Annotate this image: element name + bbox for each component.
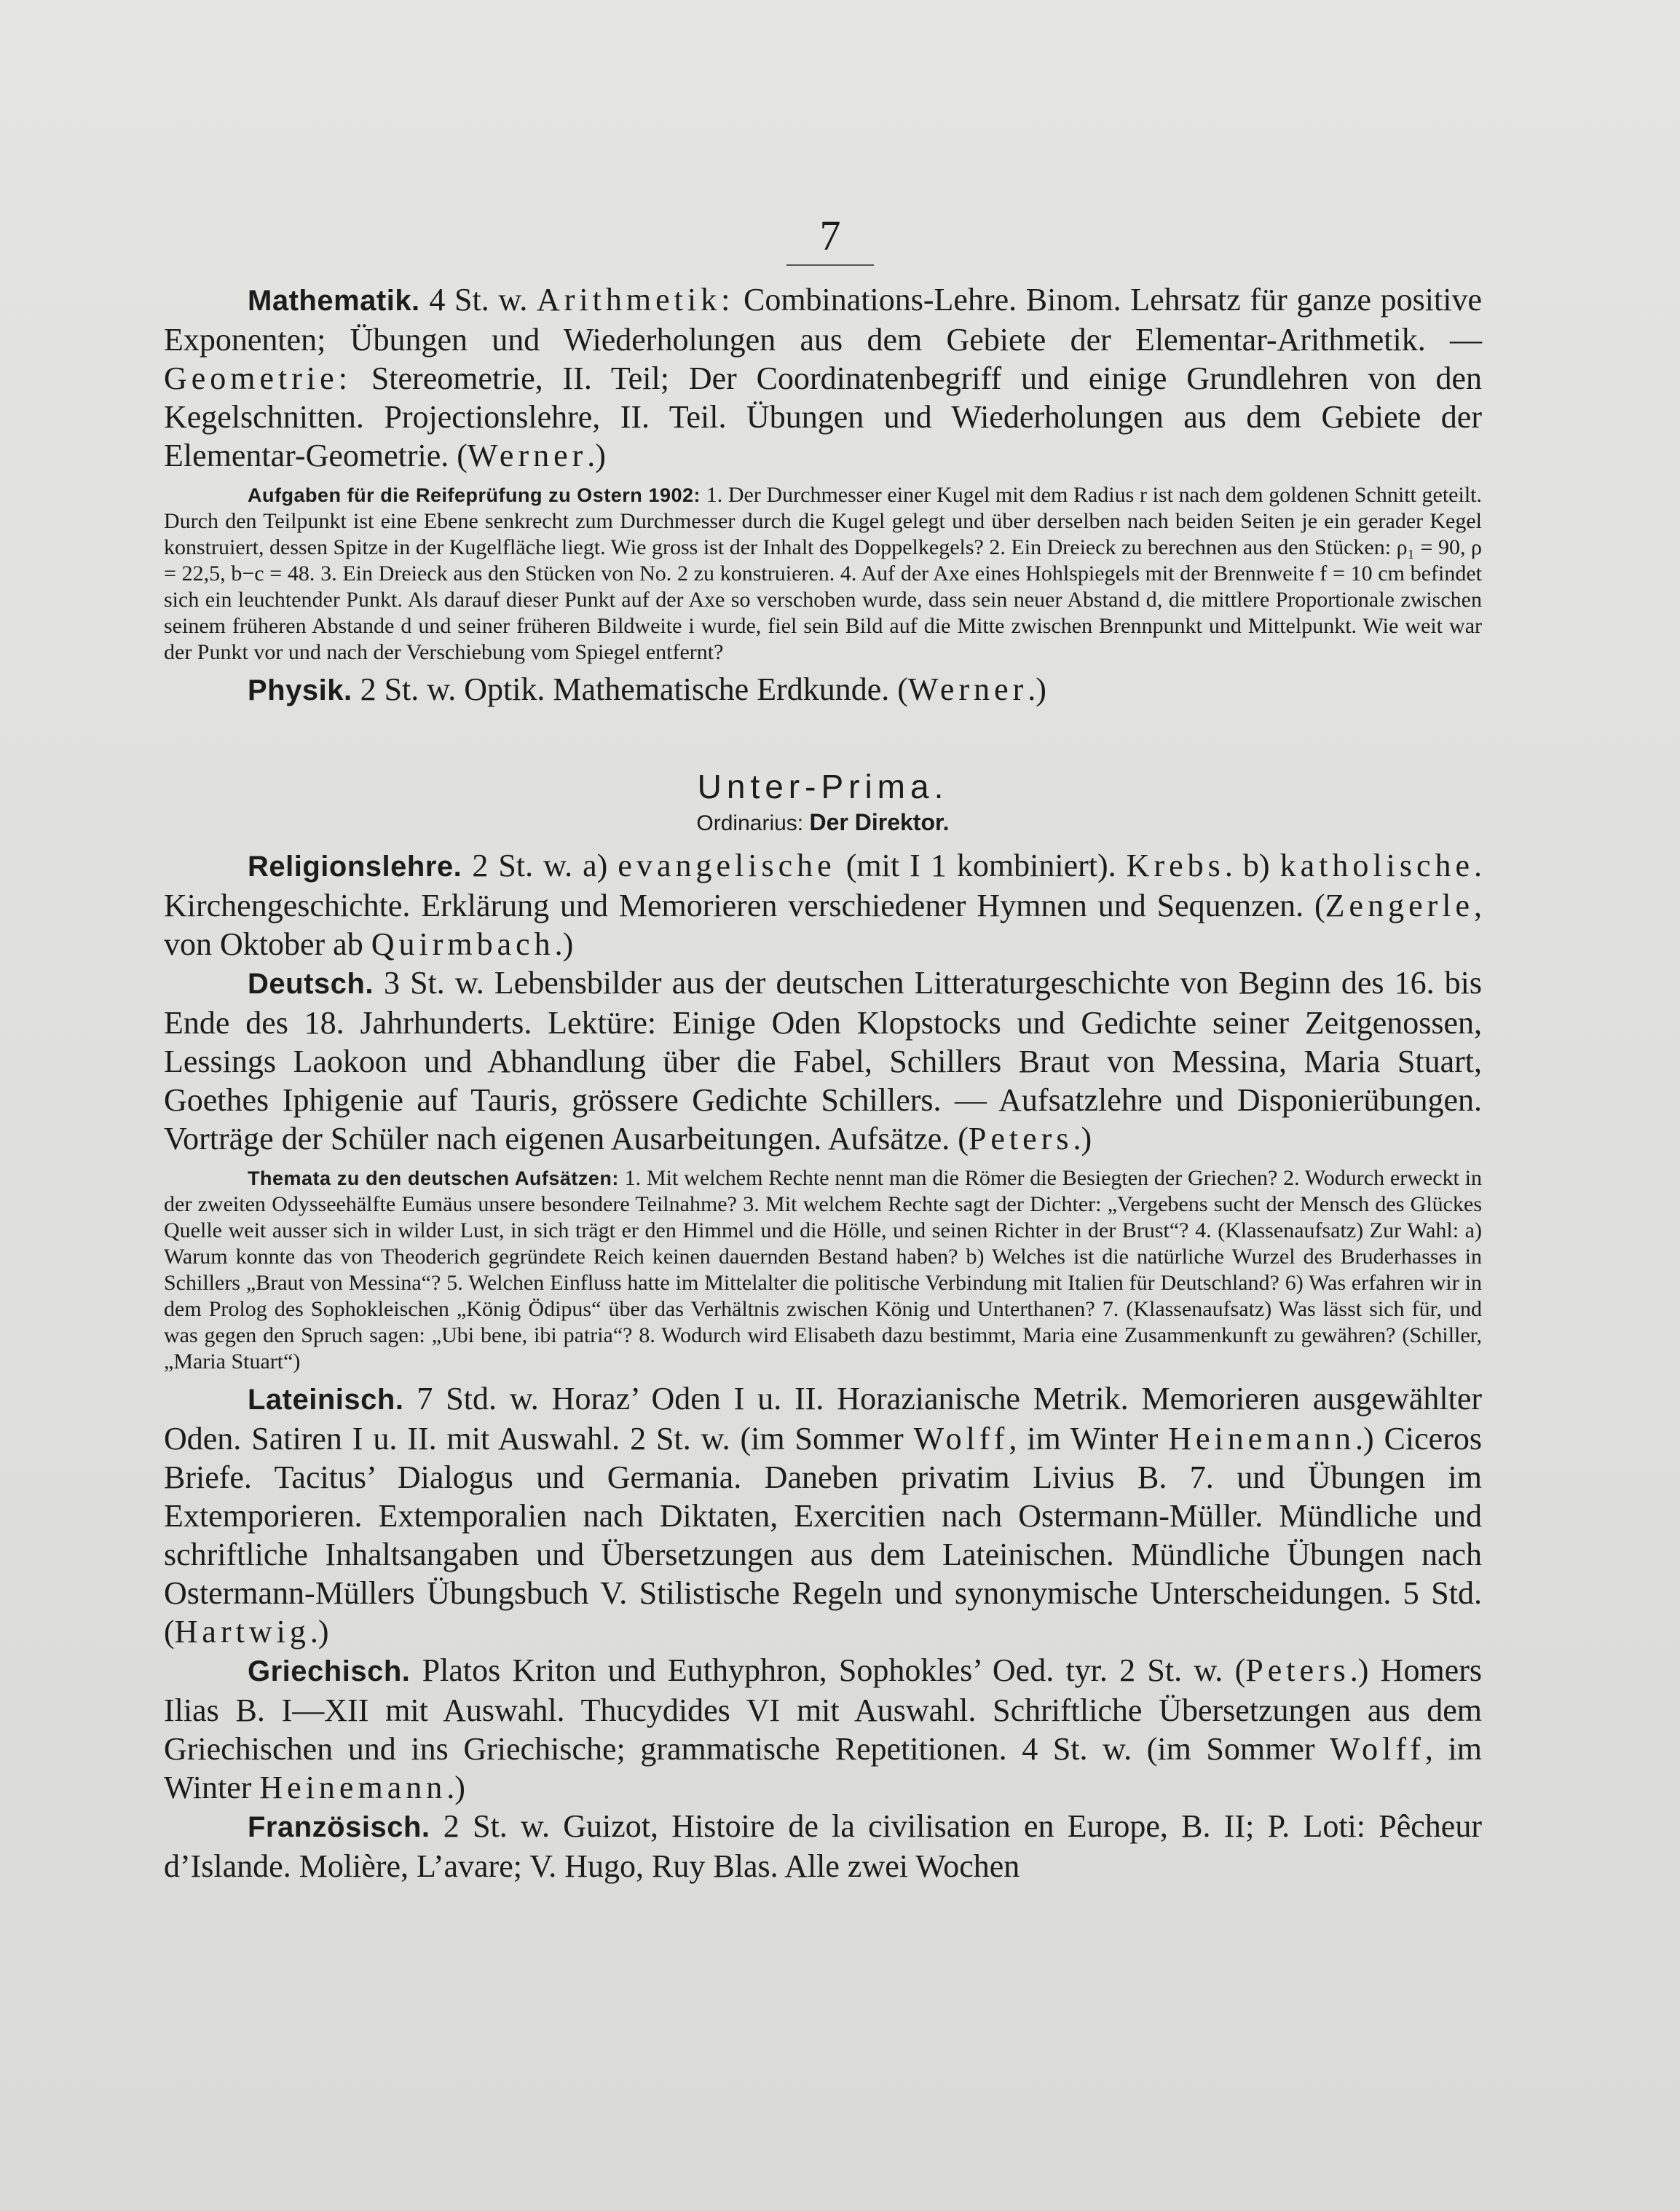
teacher-name: Hartwig xyxy=(174,1614,310,1650)
arithmetik-label: Arithmetik: xyxy=(537,282,735,318)
teacher-name: Wolff xyxy=(913,1421,1009,1457)
paragraph-deutsch: Deutsch. 3 St. w. Lebensbilder aus der deutschen Litteraturgeschichte von Beginn des 16. bis Ende des 18. Jahrhunderts. Lektüre: Einige Oden Klopstocks und Gedichte seiner Zeitgenossen, Lessings Laokoon und Abhandlung über die Fabel, Schillers Braut von Messina, Maria Stuart, Goethes Iphigenie auf Tauris, grössere Gedichte Schillers. — Aufsatzlehre und Disponierübungen. Vorträge der Schüler nach eigenen Ausarbeitungen. Aufsätze. (Peters.) xyxy=(164,965,1482,1156)
page-number: 7 xyxy=(786,211,874,266)
subject-latein: Lateinisch. xyxy=(248,1384,404,1416)
teacher-name: Werner xyxy=(907,671,1028,707)
ordinarius-name: Der Direktor. xyxy=(809,809,950,835)
paragraph-mathematik: Mathematik. 4 St. w. Arithmetik: Combinations-Lehre. Binom. Lehrsatz für ganze positive Exponenten; Übungen und Wiederholungen aus dem Gebiete der Elementar-Arithmetik. — Geometrie: Stereometrie, II. Teil; Der Coordinatenbegriff und einige Grundlehren von den Kegelschnitten. Projectionslehre, II. Teil. Übungen und Wiederholungen aus dem Gebiete der Elementar-Geometrie. (Werner.) xyxy=(164,282,1482,473)
ordinarius-line: Ordinarius: Der Direktor. xyxy=(696,809,950,835)
teacher-name: Peters xyxy=(968,1121,1073,1156)
paragraph-physik: Physik. 2 St. w. Optik. Mathematische Erdkunde. (Werner.) xyxy=(248,671,1046,707)
themata-label: Themata zu den deutschen Aufsätzen: xyxy=(248,1167,619,1189)
teacher-name: Werner xyxy=(467,438,588,473)
paragraph-latein: Lateinisch. 7 Std. w. Horaz’ Oden I u. II. Horazianische Metrik. Memorieren ausgewählter Oden. Satiren I u. II. mit Auswahl. 2 St. w. (im Sommer Wolff, im Winter Heinemann.) Ciceros Briefe. Tacitus’ Dialogus und Germania. Daneben privatim Livius B. 7. und Übungen im Extemporieren. Extemporalien nach Diktaten, Exercitien nach Ostermann-Müller. Mündliche und schriftliche Inhaltsangaben und Übersetzungen aus dem Lateinischen. Mündliche Übungen nach Ostermann-Müllers Übungsbuch V. Stilistische Regeln und synonymische Unterscheidungen. 5 Std. (Hartwig.) xyxy=(164,1381,1482,1650)
subject-mathematik: Mathematik. xyxy=(248,285,420,317)
teacher-name: Quirmbach xyxy=(371,926,555,962)
aufgaben-label: Aufgaben für die Reifeprüfung zu Ostern 1902: xyxy=(248,484,701,506)
page-content xyxy=(164,280,1482,1885)
paragraph-aufgaben: Aufgaben für die Reifeprüfung zu Ostern 1902: 1. Der Durchmesser einer Kugel mit dem Radius r ist nach dem goldenen Schnitt geteilt. Durch den Teilpunkt ist eine Ebene senkrecht zum Durchmesser durch die Kugel gelegt und über derselben nach beiden Seiten je ein gerader Kegel konstruiert, dessen Spitze in der Kugelfläche liegt. Wie gross ist der Inhalt des Doppelkegels? 2. Ein Dreieck zu berechnen aus den Stücken: ρ₁ = 90, ρ = 22,5, b−c = 48. 3. Ein Dreieck aus den Stücken von No. 2 zu konstruieren. 4. Auf der Axe eines Hohlspiegels mit der Brennweite f = 10 cm befindet sich ein leuchtender Punkt. Als darauf dieser Punkt auf der Axe so verschoben wurde, dass sein neuer Abstand d, die mittlere Proportionale zwischen seinem früheren Abstande d und seiner früheren Bildweite i wurde, fiel sein Bild auf die Mitte zwischen Brennpunkt und Mittelpunkt. Wie weit war der Punkt vor und nach der Verschiebung vom Spiegel entfernt? xyxy=(164,483,1482,664)
paragraph-griechisch: Griechisch. Platos Kriton und Euthyphron, Sophokles’ Oed. tyr. 2 St. w. (Peters.) Homers Ilias B. I—XII mit Auswahl. Thucydides VI mit Auswahl. Schriftliche Übersetzungen aus dem Griechischen und ins Griechische; grammatische Repetitionen. 4 St. w. (im Sommer Wolff, im Winter Heinemann.) xyxy=(164,1652,1482,1805)
subject-franzoesisch: Französisch. xyxy=(248,1811,430,1843)
subject-deutsch: Deutsch. xyxy=(248,968,374,1000)
section-heading: Unter-Prima. xyxy=(697,768,949,805)
teacher-name: Krebs xyxy=(1126,848,1225,883)
subject-physik: Physik. xyxy=(248,674,352,706)
subject-griechisch: Griechisch. xyxy=(248,1655,411,1687)
teacher-name: Heinemann xyxy=(259,1770,447,1805)
teacher-name: Zengerle xyxy=(1325,888,1474,923)
paragraph-themata: Themata zu den deutschen Aufsätzen: 1. Mit welchem Rechte nennt man die Römer die Besiegten der Griechen? 2. Wodurch erweckt in der zweiten Odysseehälfte Eumäus unsere besondere Teilnahme? 3. Mit welchem Rechte sagt der Dichter: „Vergebens sucht der Mensch des Glückes Quelle weit ausser sich in wilder Lust, in sich trägt er den Himmel und die Hölle, und seinen Richter in der Brust“? 4. (Klassenaufsatz) Zur Wahl: a) Warum konnte das von Theoderich gegründete Reich keinen dauernden Bestand haben? b) Welches ist die natürliche Wurzel des Bruderhasses in Schillers „Braut von Messina“? 5. Welchen Einfluss hatte im Mittelalter die politische Verbindung mit Italien für Deutschland? 6) Was erfahren wir in dem Prolog des Sophokleischen „König Ödipus“ über das Verhältnis zwischen König und Unterthanen? 7. (Klassenaufsatz) Was lässt sich für, und was gegen den Spruch sagen: „Ubi bene, ibi patria“? 8. Wodurch wird Elisabeth dazu bestimmt, Maria eine Zusammenkunft zu gewähren? (Schiller, „Maria Stuart“) xyxy=(164,1166,1482,1374)
geometrie-label: Geometrie: xyxy=(164,360,352,396)
teacher-name: Peters xyxy=(1245,1652,1350,1688)
subject-religion: Religionslehre. xyxy=(248,851,462,883)
teacher-name: Wolff xyxy=(1330,1731,1425,1767)
teacher-name: Heinemann xyxy=(1168,1421,1355,1457)
paragraph-franzoesisch: Französisch. 2 St. w. Guizot, Histoire de la civilisation en Europe, B. II; P. Loti: Pêcheur d’Islande. Molière, L’avare; V. Hugo, Ruy Blas. Alle zwei Wochen xyxy=(164,1808,1482,1884)
paragraph-religion: Religionslehre. 2 St. w. a) evangelische (mit I 1 kombiniert). Krebs. b) katholische. Kirchengeschichte. Erklärung und Memorieren verschiedener Hymnen und Sequenzen. (Zengerle, von Oktober ab Quirmbach.) xyxy=(164,848,1483,962)
